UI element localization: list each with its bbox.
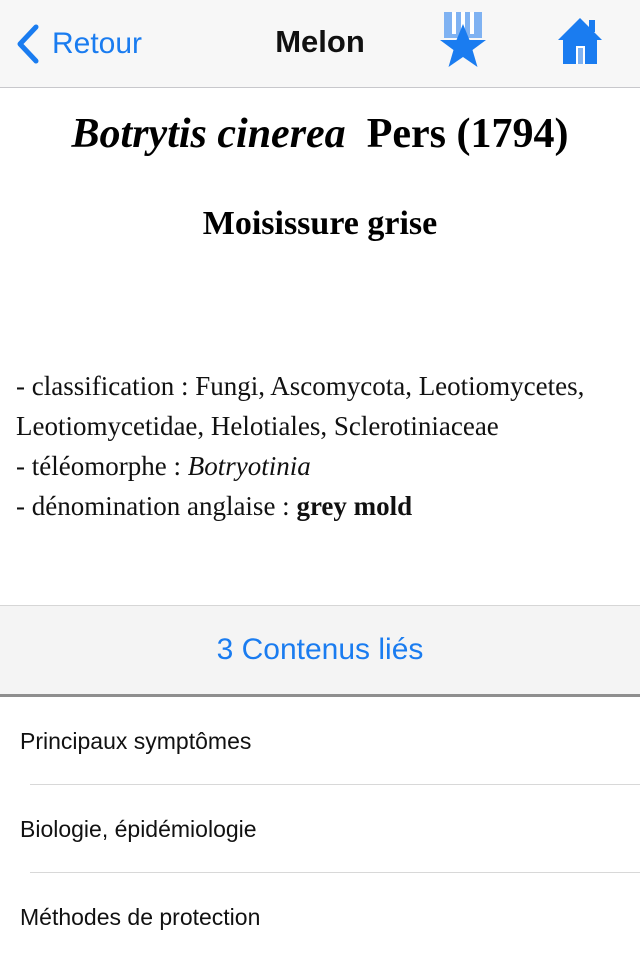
classification-value: Fungi, Ascomycota, Leotiomycetes, Leotiomycetidae, Helotiales, Sclerotiniaceae [16, 371, 585, 441]
author-year: Pers (1794) [366, 111, 569, 157]
favorite-button[interactable] [436, 10, 490, 74]
teleomorph-value: Botryotinia [187, 451, 311, 481]
common-name: Moisissure grise [202, 205, 438, 242]
related-contents-label: 3 Contenus liés [216, 633, 424, 666]
back-button-label: Retour [52, 27, 143, 60]
list-item-label: Principaux symptômes [20, 728, 252, 754]
home-icon [556, 16, 604, 66]
classification-line [16, 366, 626, 446]
navigation-bar [0, 0, 640, 88]
teleomorph-label: - téléomorphe : [16, 451, 188, 481]
list-item-symptomes[interactable] [0, 697, 640, 785]
english-name-value: grey mold [296, 491, 413, 521]
species-details [16, 366, 626, 526]
home-button[interactable] [556, 16, 604, 66]
species-name [0, 110, 640, 158]
latin-name: Botrytis cinerea [71, 111, 346, 157]
related-contents-list [0, 697, 640, 961]
list-item-protection[interactable] [0, 873, 640, 961]
teleomorph-line [16, 446, 626, 486]
list-item-label: Méthodes de protection [20, 904, 261, 930]
list-item-biologie[interactable] [0, 785, 640, 873]
star-ribbon-icon [436, 10, 490, 74]
classification-label: - classification : [16, 371, 196, 401]
page-title: Melon [275, 24, 365, 59]
english-name-label: - dénomination anglaise : [16, 491, 297, 521]
list-item-label: Biologie, épidémiologie [20, 816, 257, 842]
related-contents-header[interactable] [0, 605, 640, 697]
english-name-line [16, 486, 626, 526]
